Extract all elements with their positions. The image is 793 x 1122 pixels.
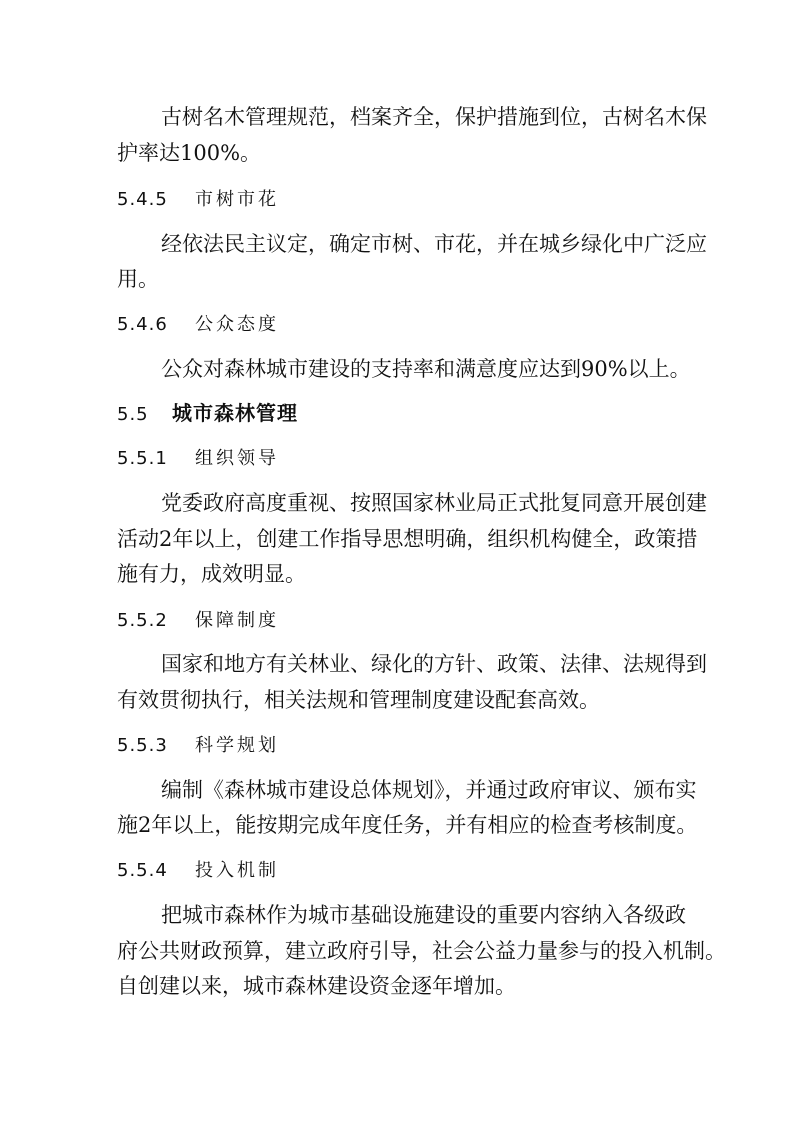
section-number: 5.5.1 (117, 448, 168, 469)
paragraph-line: 护率达100%。 (117, 141, 262, 165)
section-number: 5.4.5 (117, 189, 168, 210)
paragraph-line: 把城市森林作为城市基础设施建设的重要内容纳入各级政 (161, 903, 686, 927)
paragraph-line: 用。 (117, 267, 159, 291)
paragraph-line: 自创建以来，城市森林建设资金逐年增加。 (117, 974, 516, 998)
paragraph-line: 古树名木管理规范，档案齐全，保护措施到位，古树名木保 (161, 105, 707, 129)
paragraph-line: 经依法民主议定，确定市树、市花，并在城乡绿化中广泛应 (161, 232, 707, 256)
paragraph-line: 公众对森林城市建设的支持率和满意度应达到90%以上。 (161, 357, 691, 381)
section-heading-5-5 (117, 403, 298, 424)
paragraph-line: 编制《森林城市建设总体规划》，并通过政府审议、颁布实 (161, 778, 697, 802)
paragraph-line: 活动2年以上，创建工作指导思想明确，组织机构健全，政策措 (117, 527, 698, 551)
section-number: 5.5 (117, 404, 149, 425)
section-number: 5.5.4 (117, 860, 168, 881)
paragraph-line: 府公共财政预算，建立政府引导，社会公益力量参与的投入机制。 (117, 939, 726, 963)
paragraph-line: 施2年以上，能按期完成年度任务，并有相应的检查考核制度。 (117, 813, 698, 837)
paragraph-line: 有效贯彻执行，相关法规和管理制度建设配套高效。 (117, 688, 600, 712)
section-heading-5-4-5 (117, 189, 279, 209)
section-number: 5.5.3 (117, 735, 168, 756)
section-title: 保障制度 (195, 610, 279, 631)
section-title: 投入机制 (195, 860, 279, 881)
section-heading-5-4-6 (117, 314, 279, 334)
paragraph-line: 国家和地方有关林业、绿化的方针、政策、法律、法规得到 (161, 652, 707, 676)
paragraph-line: 施有力，成效明显。 (117, 562, 306, 586)
section-heading-5-5-4 (117, 860, 279, 880)
section-title: 组织领导 (195, 448, 279, 469)
section-heading-5-5-1 (117, 448, 279, 468)
section-title: 公众态度 (195, 314, 279, 335)
section-number: 5.4.6 (117, 314, 168, 335)
section-heading-5-5-3 (117, 735, 279, 755)
paragraph-line: 党委政府高度重视、按照国家林业局正式批复同意开展创建 (161, 491, 707, 515)
section-title: 科学规划 (195, 735, 279, 756)
section-number: 5.5.2 (117, 610, 168, 631)
section-title: 城市森林管理 (172, 401, 298, 425)
section-title: 市树市花 (195, 189, 279, 210)
section-heading-5-5-2 (117, 610, 279, 630)
